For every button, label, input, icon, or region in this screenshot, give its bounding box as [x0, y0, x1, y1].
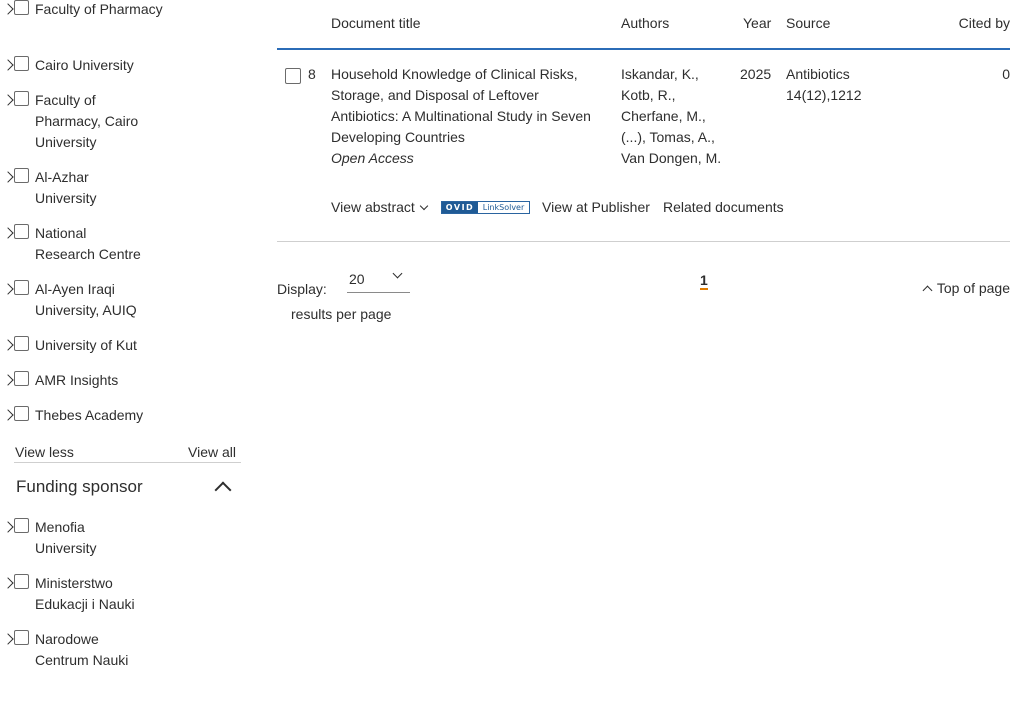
- document-title-cell: [331, 64, 606, 169]
- facet-checkbox[interactable]: [14, 168, 29, 183]
- facet-label: Narodowe Centrum Nauki: [35, 631, 129, 668]
- view-abstract-label: View abstract: [331, 199, 415, 215]
- facet-checkbox[interactable]: [14, 630, 29, 645]
- facet-checkbox[interactable]: [14, 406, 29, 421]
- related-documents-link[interactable]: Related documents: [663, 199, 784, 215]
- facet-checkbox[interactable]: [14, 336, 29, 351]
- facet-label: AMR Insights: [35, 372, 119, 388]
- header-year[interactable]: Year: [743, 15, 772, 31]
- facet-checkbox[interactable]: [14, 574, 29, 589]
- display-label: Display:: [277, 281, 327, 297]
- source-title-link[interactable]: Antibiotics: [786, 66, 850, 82]
- facet-label: University of Kut: [35, 337, 137, 353]
- linksolver-logo-text: LinkSolver: [478, 202, 529, 213]
- chevron-right-icon[interactable]: [2, 521, 13, 532]
- facet-checkbox[interactable]: [14, 371, 29, 386]
- chevron-right-icon[interactable]: [2, 409, 13, 420]
- header-divider: [277, 48, 1010, 50]
- chevron-right-icon[interactable]: [2, 633, 13, 644]
- row-number: 8: [308, 66, 316, 82]
- facet-label: Al-Ayen Iraqi University, AUIQ: [35, 281, 137, 318]
- view-all-link[interactable]: View all: [188, 444, 236, 460]
- row-divider: [277, 241, 1010, 242]
- top-of-page-link[interactable]: [924, 280, 1010, 296]
- authors-cell: [621, 64, 736, 169]
- chevron-right-icon[interactable]: [2, 339, 13, 350]
- author-link[interactable]: Van Dongen, M.: [621, 150, 722, 166]
- chevron-right-icon[interactable]: [2, 227, 13, 238]
- facet-label: National Research Centre: [35, 225, 141, 262]
- chevron-right-icon[interactable]: [2, 59, 13, 70]
- results-per-page-value: 20: [349, 271, 365, 287]
- chevron-right-icon[interactable]: [2, 577, 13, 588]
- facet-checkbox[interactable]: [14, 0, 29, 15]
- source-cell: [786, 64, 906, 106]
- year-cell: 2025: [740, 66, 772, 82]
- chevron-right-icon[interactable]: [2, 171, 13, 182]
- view-less-link[interactable]: View less: [15, 444, 74, 460]
- pagination-current-page[interactable]: 1: [700, 272, 708, 288]
- chevron-down-icon: [393, 269, 403, 279]
- top-of-page-label: Top of page: [936, 280, 1010, 296]
- author-link[interactable]: (...), Tomas, A.,: [621, 129, 715, 145]
- source-volume: 14(12),1212: [786, 87, 862, 103]
- facet-label: Faculty of Pharmacy: [35, 1, 163, 17]
- header-authors[interactable]: Authors: [621, 15, 670, 31]
- facet-label: Faculty of Pharmacy, Cairo University: [35, 92, 139, 150]
- facet-label: Cairo University: [35, 57, 134, 73]
- chevron-right-icon[interactable]: [2, 283, 13, 294]
- chevron-right-icon[interactable]: [2, 94, 13, 105]
- facet-label: Menofia University: [35, 519, 97, 556]
- cited-by-count[interactable]: 0: [1002, 66, 1010, 82]
- facet-view-links: [14, 442, 241, 463]
- chevron-down-icon: [420, 202, 428, 210]
- header-document-title[interactable]: Document title: [331, 15, 421, 31]
- facet-checkbox[interactable]: [14, 280, 29, 295]
- facet-checkbox[interactable]: [14, 91, 29, 106]
- row-checkbox[interactable]: [285, 68, 301, 84]
- chevron-up-icon: [922, 286, 932, 296]
- facet-checkbox[interactable]: [14, 56, 29, 71]
- author-link[interactable]: Iskandar, K.,: [621, 66, 699, 82]
- ovid-linksolver-button[interactable]: [441, 201, 530, 214]
- author-link[interactable]: Cherfane, M.,: [621, 108, 706, 124]
- header-source[interactable]: Source: [786, 15, 831, 31]
- facet-label: Ministerstwo Edukacji i Nauki: [35, 575, 135, 612]
- open-access-label: Open Access: [331, 150, 414, 166]
- view-abstract-button[interactable]: [331, 199, 427, 215]
- view-at-publisher-link[interactable]: View at Publisher: [542, 199, 650, 215]
- facet-checkbox[interactable]: [14, 518, 29, 533]
- document-title-link[interactable]: Household Knowledge of Clinical Risks, Storage, and Disposal of Leftover Antibiotics: A Multinational Study in Seven Developing Countries: [331, 66, 591, 145]
- results-per-page-label: results per page: [291, 306, 392, 322]
- facet-label: Thebes Academy: [35, 407, 144, 423]
- funding-sponsor-title[interactable]: Funding sponsor: [16, 477, 143, 496]
- results-per-page-select[interactable]: [347, 268, 410, 293]
- facet-checkbox[interactable]: [14, 224, 29, 239]
- chevron-right-icon[interactable]: [2, 3, 13, 14]
- facet-label: Al-Azhar University: [35, 169, 97, 206]
- chevron-up-icon[interactable]: [215, 482, 232, 499]
- header-cited-by[interactable]: Cited by: [958, 15, 1010, 31]
- ovid-logo-text: OVID: [442, 202, 478, 213]
- author-link[interactable]: Kotb, R.,: [621, 87, 676, 103]
- chevron-right-icon[interactable]: [2, 374, 13, 385]
